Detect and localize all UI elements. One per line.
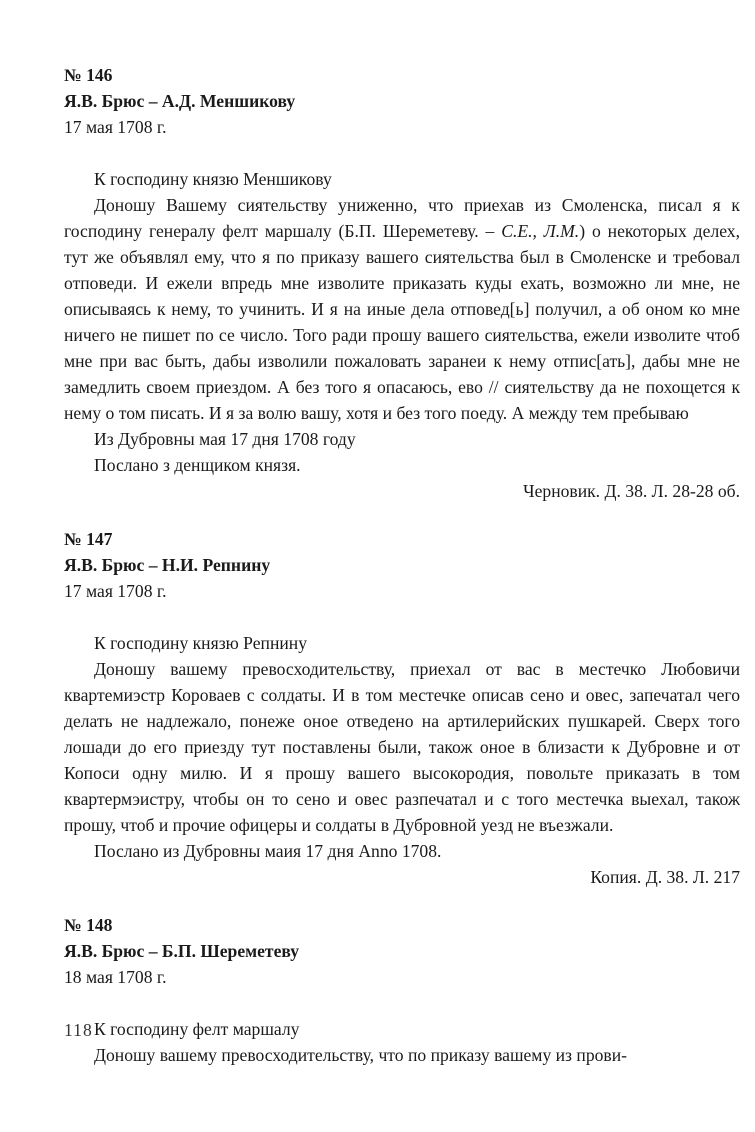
doc-number: № 147 [64, 529, 113, 549]
body-part: Доношу Вашему сиятельству униженно, что приехав из Смоленска, писал я к господину генералу фелт маршалу (Б.П. Шереметеву. – [64, 195, 740, 241]
editor-initials: С.Е., Л.М. [501, 221, 580, 241]
doc-address: К господину князю Репнину [94, 633, 308, 653]
doc-body [64, 192, 740, 426]
doc-number: № 148 [64, 915, 113, 935]
doc-number: № 146 [64, 65, 113, 85]
doc-body: Доношу вашему превосходительству, приехал от вас в местечко Любовичи квартемиэстр Короваев с солдаты. И в том местечке описав сено и овес, запечатал чего делать не надлежало, понеже оное отведено на артилерийских пушкарей. Сверх того лошади до его приезду тут поставлены были, також оное в близасти к Дубровне и от Копоси одну милю. И я прошу вашего высокородия, повольте приказать в том квартермэистру, чтобы он то сено и овес разпечатал и с того местечка выехал, також прошу, чтоб и прочие офицеры и солдаты в Дубровной уезд не въезжали. [64, 659, 740, 835]
doc-sent-line: Послано з денщиком князя. [94, 455, 301, 475]
doc-body: Доношу вашему превосходительству, что по приказу вашему из прови- [94, 1045, 627, 1065]
document-146 [64, 62, 740, 504]
body-part: ) о некоторых делех, тут же объявлял ему, что я по приказу вашего сиятельства был в Смоленске и требовал отповеди. И ежели впредь мне изволите приказать куды ехать, возможно ли мне, не описываясь к нему, то учинить. И я на иные дела отповед[ь] получил, а об оном ко мне ничего не пишет по се число. Того ради прошу вашего сиятельства, ежели изволите чтоб мне при вас быть, дабы изволили пожаловать заранеи к нему отпис[ать], дабы мне не замедлить своем приездом. А без того я опасаюсь, ево // сиятельству да не похощется к нему о том писать. И я за волю вашу, хотя и без того поеду. А между тем пребываю [64, 221, 740, 423]
doc-date: 17 мая 1708 г. [64, 117, 167, 137]
doc-source: Копия. Д. 38. Л. 217 [590, 867, 740, 887]
doc-date: 18 мая 1708 г. [64, 967, 167, 987]
doc-place-line: Из Дубровны мая 17 дня 1708 году [94, 429, 356, 449]
doc-address: К господину фелт маршалу [94, 1019, 300, 1039]
doc-date: 17 мая 1708 г. [64, 581, 167, 601]
document-147 [64, 526, 740, 890]
doc-sent-line: Послано из Дубровны маия 17 дня Anno 1708. [94, 841, 442, 861]
doc-address: К господину князю Меншикову [94, 169, 332, 189]
doc-header: Я.В. Брюс – А.Д. Меншикову [64, 91, 296, 111]
document-148 [64, 912, 740, 1068]
doc-source: Черновик. Д. 38. Л. 28-28 об. [523, 481, 740, 501]
doc-header: Я.В. Брюс – Б.П. Шереметеву [64, 941, 300, 961]
page [64, 62, 740, 1068]
page-number: 118 [64, 1020, 93, 1040]
doc-header: Я.В. Брюс – Н.И. Репнину [64, 555, 271, 575]
